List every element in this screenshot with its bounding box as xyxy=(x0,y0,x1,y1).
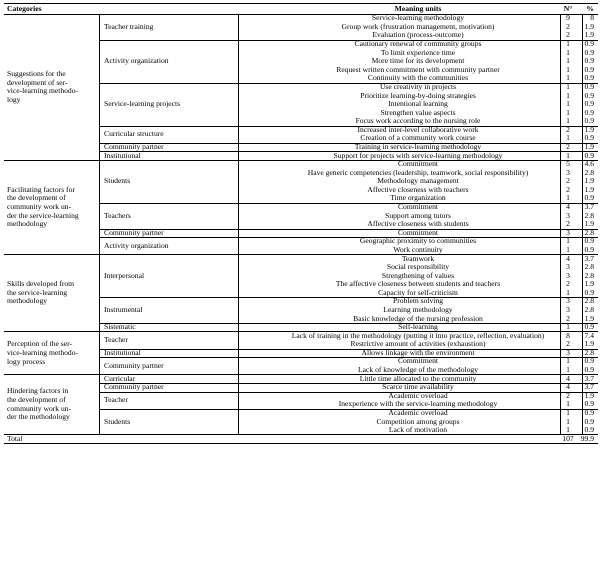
unit-percent: 0.9 xyxy=(584,244,594,254)
category-name-line: Facilitating factors for xyxy=(7,184,75,194)
unit-percent: 1.9 xyxy=(584,124,594,134)
meaning-unit: Lack of training in the methodology (putting it into practice, reflection, evaluation) xyxy=(291,330,545,340)
unit-count: 2 xyxy=(566,21,570,31)
subcategory-column-rule xyxy=(238,14,239,160)
subcategory-name: Curricular xyxy=(104,373,136,383)
count-column-rule xyxy=(582,160,583,254)
unit-count: 4 xyxy=(566,253,570,263)
subcategory-rule xyxy=(99,349,598,350)
category-name-line: Suggestions for the xyxy=(7,69,66,79)
meaning-unit: More time for its development xyxy=(371,56,465,66)
meaning-unit: Restrictive amount of activities (exhaustion) xyxy=(350,339,486,349)
unit-percent: 2.8 xyxy=(584,210,594,220)
meaning-unit: Academic overload xyxy=(388,407,448,417)
category-name-line: der the service-learning xyxy=(7,210,79,220)
unit-count: 3 xyxy=(566,210,570,220)
total-percent: 99.9 xyxy=(580,433,594,443)
meaning-unit: Increased inter-level collaborative work xyxy=(357,124,479,134)
unit-count: 1 xyxy=(566,193,570,203)
unit-percent: 0.9 xyxy=(584,322,594,332)
unit-count: 1 xyxy=(566,365,570,375)
meaning-unit: Use creativity in projects xyxy=(379,81,457,91)
unit-count: 3 xyxy=(566,296,570,306)
count-column-rule xyxy=(582,14,583,160)
unit-percent: 1.9 xyxy=(584,176,594,186)
category-rule xyxy=(4,434,598,435)
unit-percent: 3.7 xyxy=(584,382,594,392)
category-name-line: community work un- xyxy=(7,202,72,212)
unit-count: 1 xyxy=(566,56,570,66)
unit-count: 2 xyxy=(566,279,570,289)
meaning-unit: Commitment xyxy=(397,202,439,212)
unit-percent: 0.9 xyxy=(584,73,594,83)
unit-percent: 1.9 xyxy=(584,30,594,40)
header-pct: % xyxy=(586,3,594,13)
subcategory-name: Teacher xyxy=(104,395,128,405)
unit-percent: 4.6 xyxy=(584,159,594,169)
category-rule xyxy=(4,160,598,161)
unit-count: 4 xyxy=(566,373,570,383)
unit-percent: 0.9 xyxy=(584,287,594,297)
category-column-rule xyxy=(99,160,100,254)
meaning-unit: Capacity for self-criticism xyxy=(378,287,458,297)
unit-percent: 2.8 xyxy=(584,296,594,306)
unit-percent: 0.9 xyxy=(584,425,594,435)
unit-count: 1 xyxy=(566,116,570,126)
unit-count: 1 xyxy=(566,416,570,426)
unit-count: 3 xyxy=(566,262,570,272)
subcategory-rule xyxy=(99,392,598,393)
subcategory-rule xyxy=(99,323,598,324)
meaning-unit: Request written commitment with community partner xyxy=(336,64,500,74)
meaning-unit: Support among tutors xyxy=(385,210,451,220)
unit-count: 3 xyxy=(566,305,570,314)
unit-count: 3 xyxy=(566,167,570,177)
category-name-line: logy xyxy=(7,94,21,104)
subcategory-rule xyxy=(99,203,598,204)
unit-count: 1 xyxy=(566,107,570,117)
meaning-unit: Evaluation (process-outcome) xyxy=(372,30,464,40)
subcategory-column-rule xyxy=(238,374,239,434)
subcategory-rule xyxy=(99,297,598,298)
meaning-unit: Creation of a community work course xyxy=(360,133,476,143)
category-name-line: der the methodology xyxy=(7,412,70,422)
subcategory-name: Students xyxy=(104,176,131,186)
subcategory-name: Teacher training xyxy=(104,21,154,31)
unit-count: 1 xyxy=(566,73,570,83)
header-meaning-units: Meaning units xyxy=(394,3,442,13)
meaning-unit: Service-learning methodology xyxy=(371,13,465,23)
meaning-unit: Affective closeness with students xyxy=(367,219,469,229)
subcategory-rule xyxy=(99,40,598,41)
unit-count: 1 xyxy=(566,39,570,49)
unit-count: 1 xyxy=(566,133,570,143)
meaning-unit: Strengthening of values xyxy=(381,270,455,280)
unit-count: 5 xyxy=(566,159,570,169)
subcategory-column-rule xyxy=(238,254,239,331)
unit-percent: 2.8 xyxy=(584,227,594,237)
subcategory-name: Teacher xyxy=(104,335,128,345)
meaning-unit: The affective closeness between students and teachers xyxy=(335,279,501,289)
units-column-rule xyxy=(560,374,561,434)
unit-count: 2 xyxy=(566,176,570,186)
category-name-line: methodology xyxy=(7,296,48,306)
meaning-unit: Competition among groups xyxy=(376,416,460,426)
subcategory-name: Institutional xyxy=(104,150,141,160)
unit-count: 3 xyxy=(566,227,570,237)
count-column-rule xyxy=(582,254,583,331)
meaning-unit: Methodology management xyxy=(377,176,459,186)
meaning-unit: Work continuity xyxy=(393,244,443,254)
unit-count: 2 xyxy=(566,219,570,229)
meaning-unit: Problem solving xyxy=(393,296,443,306)
subcategory-name: Institutional xyxy=(104,347,141,357)
subcategory-column-rule xyxy=(238,160,239,254)
table-top-rule xyxy=(4,3,598,4)
meaning-unit: Inexperience with the service-learning methodology xyxy=(338,399,498,409)
unit-count: 1 xyxy=(566,425,570,435)
unit-percent: 3.7 xyxy=(584,253,594,263)
unit-percent: 1.9 xyxy=(584,279,594,289)
units-column-rule xyxy=(560,14,561,160)
subcategory-name: Curricular structure xyxy=(104,129,164,139)
meaning-unit: Lack of knowledge of the methodology xyxy=(358,365,478,375)
unit-count: 1 xyxy=(566,64,570,74)
category-rule xyxy=(4,374,598,375)
unit-count: 2 xyxy=(566,141,570,151)
units-column-rule xyxy=(560,254,561,331)
meaning-unit: Time organization xyxy=(390,193,446,203)
subcategory-rule xyxy=(99,83,598,84)
unit-count: 2 xyxy=(566,339,570,349)
meaning-unit: Affective closeness with teachers xyxy=(367,184,469,194)
subcategory-column-rule xyxy=(238,331,239,374)
units-column-rule xyxy=(560,160,561,254)
subcategory-name: Students xyxy=(104,416,131,426)
category-name-line: the development of xyxy=(7,395,66,405)
subcategory-rule xyxy=(99,143,598,144)
unit-count: 1 xyxy=(566,287,570,297)
unit-count: 1 xyxy=(566,244,570,254)
meaning-unit: Scarce time availability xyxy=(382,382,454,392)
category-column-rule xyxy=(99,374,100,434)
meaning-unit: Focus work according to the nursing role xyxy=(355,116,481,126)
total-count: 107 xyxy=(562,433,574,443)
subcategory-name: Community partner xyxy=(104,382,164,392)
unit-percent: 2.8 xyxy=(584,262,594,272)
unit-percent: 0.9 xyxy=(584,116,594,126)
subcategory-rule xyxy=(99,383,598,384)
unit-percent: 0.9 xyxy=(584,407,594,417)
unit-percent: 1.9 xyxy=(584,21,594,31)
meaning-unit: Self-learning xyxy=(398,322,438,332)
subcategory-rule xyxy=(99,357,598,358)
meaning-unit: Little time allocated to the community xyxy=(359,373,477,383)
category-name-line: methodology xyxy=(7,219,48,229)
unit-count: 1 xyxy=(566,322,570,332)
unit-percent: 0.9 xyxy=(584,99,594,109)
unit-percent: 1.9 xyxy=(584,390,594,400)
unit-percent: 0.9 xyxy=(584,399,594,409)
unit-count: 9 xyxy=(566,13,570,23)
unit-count: 1 xyxy=(566,150,570,160)
unit-count: 2 xyxy=(566,124,570,134)
meaning-unit: Commitment xyxy=(397,159,439,169)
meaning-unit: Intentional learning xyxy=(388,99,448,109)
unit-percent: 1.9 xyxy=(584,339,594,349)
category-column-rule xyxy=(99,254,100,331)
subcategory-name: Sistematic xyxy=(104,322,136,332)
subcategory-rule xyxy=(99,237,598,238)
meaning-unit: Learning methodology xyxy=(383,305,453,314)
unit-count: 8 xyxy=(566,330,570,340)
units-column-rule xyxy=(560,331,561,374)
subcategory-name: Interpersonal xyxy=(104,270,145,280)
meaning-unit: Teamwork xyxy=(401,253,435,263)
meaning-unit: Academic overload xyxy=(388,390,448,400)
unit-count: 1 xyxy=(566,407,570,417)
header-categories: Categories xyxy=(7,3,42,13)
unit-count: 1 xyxy=(566,99,570,109)
meaning-unit: Training in service-learning methodology xyxy=(354,141,482,151)
unit-percent: 2.8 xyxy=(584,347,594,357)
unit-percent: 8 xyxy=(590,13,594,23)
unit-percent: 1.9 xyxy=(584,219,594,229)
category-name-line: Perception of the ser- xyxy=(7,339,73,349)
category-name-line: vice-learning methodo- xyxy=(7,347,79,357)
unit-percent: 1.9 xyxy=(584,184,594,194)
unit-count: 2 xyxy=(566,30,570,40)
unit-count: 4 xyxy=(566,202,570,212)
unit-count: 1 xyxy=(566,90,570,100)
subcategory-name: Service-learning projects xyxy=(104,99,181,109)
subcategory-name: Community partner xyxy=(104,227,164,237)
category-name-line: development of ser- xyxy=(7,77,68,87)
category-column-rule xyxy=(99,14,100,160)
meaning-unit: Have generic competencies (leadership, teamwork, social responsibility) xyxy=(307,167,529,177)
header-n: N° xyxy=(563,3,573,13)
category-name-line: vice-learning methodo- xyxy=(7,86,79,96)
meaning-unit: Prioritize learning-by-doing strategies xyxy=(360,90,476,100)
meaning-unit: Strengthen value aspects xyxy=(380,107,456,117)
subcategory-rule xyxy=(99,229,598,230)
unit-count: 2 xyxy=(566,313,570,323)
subcategory-name: Teachers xyxy=(104,210,131,220)
subcategory-name: Community partner xyxy=(104,360,164,370)
unit-percent: 1.9 xyxy=(584,313,594,323)
unit-percent: 0.9 xyxy=(584,90,594,100)
meaning-unit: Cautionary renewal of community groups xyxy=(354,39,482,49)
unit-percent: 0.9 xyxy=(584,236,594,246)
meaning-unit: Allows linkage with the environment xyxy=(361,347,475,357)
unit-percent: 3.7 xyxy=(584,373,594,383)
category-rule xyxy=(4,254,598,255)
unit-count: 2 xyxy=(566,390,570,400)
unit-percent: 0.9 xyxy=(584,365,594,375)
unit-count: 1 xyxy=(566,356,570,366)
meaning-unit: Social responsibility xyxy=(386,262,450,272)
meaning-unit: Group work (frustration management, motivation) xyxy=(341,21,495,31)
unit-count: 2 xyxy=(566,184,570,194)
unit-count: 1 xyxy=(566,47,570,57)
header-rule xyxy=(4,14,598,15)
unit-percent: 0.9 xyxy=(584,416,594,426)
category-name-line: Hindering factors in xyxy=(7,386,69,396)
category-name-line: logy process xyxy=(7,356,46,366)
unit-percent: 0.9 xyxy=(584,47,594,57)
unit-percent: 0.9 xyxy=(584,107,594,117)
count-column-rule xyxy=(582,374,583,434)
meaning-unit: Geographic proximity to communities xyxy=(359,236,477,246)
unit-percent: 0.9 xyxy=(584,64,594,74)
unit-count: 3 xyxy=(566,270,570,280)
unit-percent: 2.8 xyxy=(584,270,594,280)
unit-percent: 2.8 xyxy=(584,167,594,177)
count-column-rule xyxy=(582,331,583,374)
meaning-unit: Support for projects with service-learning methodology xyxy=(333,150,503,160)
subcategory-name: Instrumental xyxy=(104,305,143,314)
unit-percent: 0.9 xyxy=(584,81,594,91)
unit-percent: 0.9 xyxy=(584,39,594,49)
subcategory-name: Activity organization xyxy=(104,240,169,250)
category-name-line: the service-learning xyxy=(7,287,68,297)
category-name-line: Skills developed from xyxy=(7,279,75,289)
meaning-unit: Continuity with the communities xyxy=(367,73,469,83)
subcategory-rule xyxy=(99,409,598,410)
unit-percent: 0.9 xyxy=(584,150,594,160)
subcategory-name: Activity organization xyxy=(104,56,169,66)
unit-percent: 0.9 xyxy=(584,356,594,366)
meaning-unit: Basic knowledge of the nursing profession xyxy=(353,313,483,323)
unit-percent: 3.7 xyxy=(584,202,594,212)
unit-count: 4 xyxy=(566,382,570,392)
unit-percent: 0.9 xyxy=(584,56,594,66)
unit-count: 1 xyxy=(566,236,570,246)
meaning-unit: To limit experience time xyxy=(380,47,456,57)
subcategory-rule xyxy=(99,126,598,127)
total-label: Total xyxy=(7,433,23,443)
unit-percent: 7.4 xyxy=(584,330,594,340)
unit-percent: 0.9 xyxy=(584,133,594,143)
meaning-unit: Commitment xyxy=(397,356,439,366)
meaning-unit: Lack of motivation xyxy=(388,425,448,435)
table-bottom-rule xyxy=(4,443,598,444)
unit-count: 1 xyxy=(566,399,570,409)
subcategory-name: Community partner xyxy=(104,141,164,151)
unit-percent: 1.9 xyxy=(584,141,594,151)
category-name-line: the development of xyxy=(7,193,66,203)
unit-percent: 0.9 xyxy=(584,193,594,203)
category-column-rule xyxy=(99,331,100,374)
meaning-unit: Commitment xyxy=(397,227,439,237)
unit-percent: 2.8 xyxy=(584,305,594,314)
unit-count: 1 xyxy=(566,81,570,91)
category-name-line: community work un- xyxy=(7,403,72,413)
unit-count: 3 xyxy=(566,347,570,357)
